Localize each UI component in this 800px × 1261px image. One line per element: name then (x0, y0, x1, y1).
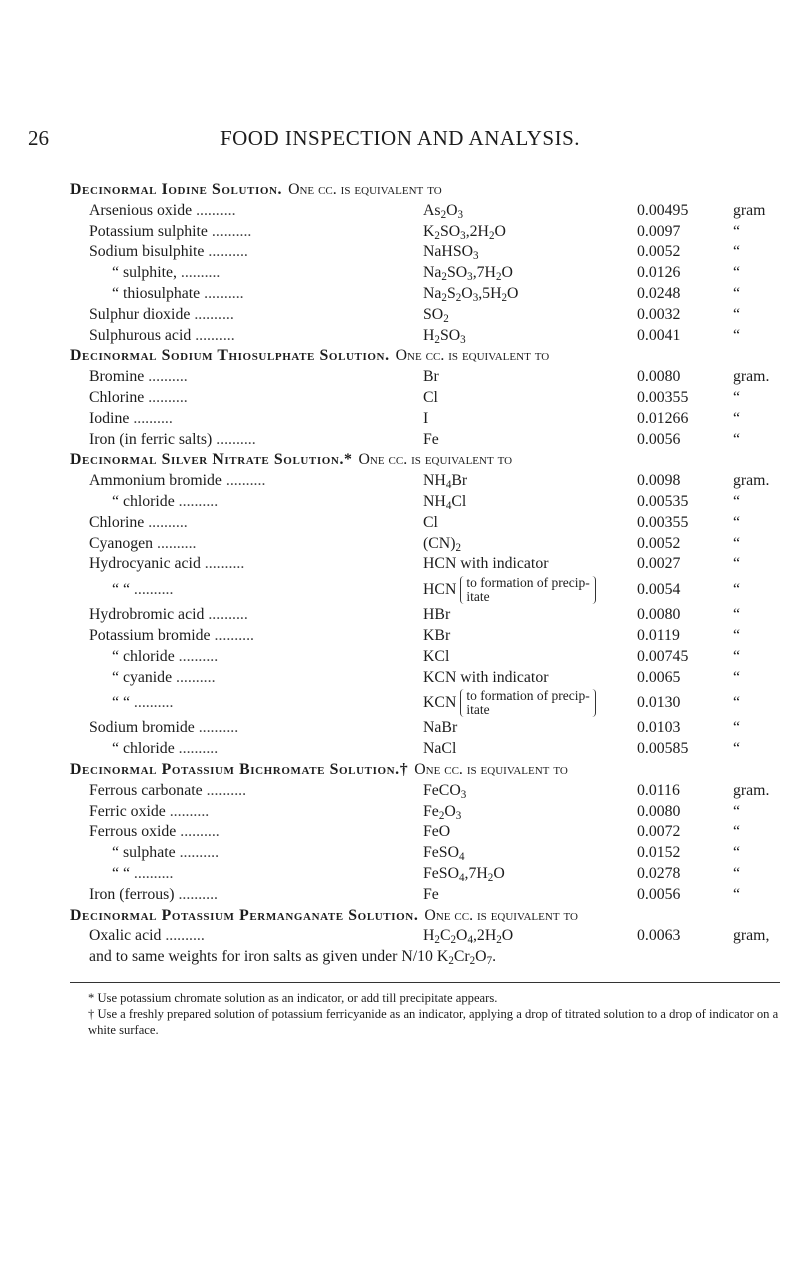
substance-name: “ “ .......... (112, 581, 174, 599)
substance-name: “ thiosulphate .......... (112, 284, 244, 302)
substance-name: “ “ .......... (112, 864, 174, 882)
formula: HCN with indicator (423, 555, 549, 573)
table-row (70, 471, 780, 492)
substance-name: “ cyanide .......... (112, 668, 216, 686)
leader-dots: .......... (216, 430, 256, 448)
leader-dots: .......... (178, 740, 219, 758)
substance-name: Chlorine .......... (89, 513, 188, 531)
brace-line: itate (466, 702, 490, 718)
unit-label: “ (733, 864, 741, 882)
section-intro: One cc. is equivalent to (395, 347, 550, 365)
section-intro: One cc. is equivalent to (358, 451, 513, 469)
substance-name: Ferrous carbonate .......... (89, 781, 247, 799)
equivalent-value: 0.00355 (637, 388, 689, 406)
equivalent-value: 0.0103 (637, 719, 681, 737)
substance-name: Chlorine .......... (89, 388, 188, 406)
substance-name: Bromine .......... (89, 368, 188, 386)
leader-dots: .......... (206, 781, 247, 799)
formula: FeCO$_3$ (423, 781, 467, 801)
section-intro: One cc. is equivalent to (424, 906, 578, 924)
equivalents-table (70, 180, 780, 968)
table-row (70, 492, 780, 513)
unit-label: “ (733, 513, 741, 531)
formula: Fe (423, 885, 439, 903)
substance-name: Iodine .......... (89, 409, 173, 427)
equivalent-value: 0.0052 (637, 534, 681, 552)
substance-name: Potassium sulphite .......... (89, 222, 252, 240)
substance-name: Hydrobromic acid .......... (89, 606, 248, 624)
substance-name: “ chloride .......... (112, 647, 219, 665)
running-head: FOOD INSPECTION AND ANALYSIS. (219, 126, 581, 150)
leader-dots: .......... (180, 264, 221, 282)
table-row (70, 367, 780, 388)
formula-brace (423, 688, 596, 718)
leader-dots: .......... (176, 668, 216, 686)
equivalent-value: 0.0063 (637, 927, 681, 945)
equivalent-value: 0.0130 (637, 694, 681, 712)
equivalent-value: 0.00495 (637, 201, 689, 219)
table-row (70, 242, 780, 263)
table-row (70, 626, 780, 647)
footnote-dagger: † Use a freshly prepared solution of potassium ferricyanide as an indicator, applying a drop of titrated solution to a drop of indicator on a white surface. (88, 1007, 779, 1037)
section-heading (70, 906, 780, 927)
equivalent-value: 0.0116 (637, 781, 680, 799)
substance-name: Hydrocyanic acid .......... (89, 555, 245, 573)
section-heading (70, 346, 780, 367)
equivalent-value: 0.00585 (637, 740, 689, 758)
leader-dots: .......... (178, 492, 219, 510)
unit-label: “ (733, 802, 741, 820)
unit-label: “ (733, 555, 741, 573)
section-heading (70, 180, 780, 201)
unit-label: “ (733, 823, 741, 841)
equivalent-value: 0.0080 (637, 368, 681, 386)
leader-dots: .......... (211, 222, 252, 240)
leader-dots: .......... (148, 513, 188, 531)
unit-label: “ (733, 284, 741, 302)
section-title: Decinormal Silver Nitrate Solution.* (70, 451, 353, 469)
formula: I (423, 409, 429, 427)
formula: Fe (423, 430, 439, 448)
formula: NaBr (423, 719, 458, 737)
leader-dots: .......... (180, 823, 220, 841)
equivalent-value: 0.0065 (637, 668, 681, 686)
equivalent-value: 0.00745 (637, 647, 689, 665)
formula: $SO_2$ (423, 305, 449, 325)
substance-name: Ferric oxide .......... (89, 802, 210, 820)
section-title: Decinormal Iodine Solution. (70, 181, 283, 198)
unit-label: “ (733, 222, 741, 240)
equivalent-value: 0.0278 (637, 864, 681, 882)
unit-label: gram. (733, 781, 770, 799)
table-row (70, 201, 780, 222)
substance-name: Ferrous oxide .......... (89, 823, 220, 841)
formula: HCN (423, 580, 457, 598)
substance-name: “ sulphate .......... (112, 844, 220, 862)
substance-name: Potassium bromide .......... (89, 626, 254, 644)
formula: $NH_4Cl$ (423, 492, 467, 512)
table-row (70, 843, 780, 864)
substance-name: “ “ .......... (112, 694, 174, 712)
brace-note (460, 576, 595, 604)
leader-dots: .......... (225, 472, 266, 490)
table-row (70, 647, 780, 668)
substance-name: Sodium bisulphite .......... (89, 243, 248, 261)
unit-label: “ (733, 844, 741, 862)
brace-note (460, 689, 595, 717)
substance-name: Ammonium bromide .......... (89, 472, 266, 490)
table-row (70, 409, 780, 430)
section-title: Decinormal Potassium Bichromate Solution.† (70, 760, 409, 778)
leader-dots: .......... (195, 326, 235, 344)
equivalent-value: 0.0027 (637, 555, 681, 573)
formula: Cl (423, 388, 438, 406)
page-header (0, 126, 800, 156)
unit-label: “ (733, 719, 741, 737)
section-title: Decinormal Sodium Thiosulphate Solution. (70, 347, 390, 365)
unit-label: gram. (733, 368, 770, 386)
formula: NaHSO$_3$ (423, 243, 479, 263)
continuation-text: and to same weights for iron salts as given under N/10 $K_2Cr_2O_7$. (89, 948, 497, 967)
table-row (70, 430, 780, 451)
equivalent-value: 0.0098 (637, 472, 681, 490)
unit-label: “ (733, 388, 741, 406)
table-row (70, 388, 780, 409)
formula: KBr (423, 626, 451, 644)
leader-dots: .......... (214, 626, 254, 644)
formula: $Fe_2O_3$ (423, 802, 462, 822)
table-row (70, 718, 780, 739)
equivalent-value: 0.0052 (637, 243, 681, 261)
substance-name: “ chloride .......... (112, 492, 219, 510)
table-row (70, 864, 780, 885)
formula: FeSO$_4$ (423, 844, 465, 863)
leader-dots: .......... (165, 927, 205, 945)
equivalent-value: 0.0041 (637, 326, 681, 344)
leader-dots: .......... (169, 802, 210, 820)
unit-label: gram (733, 201, 766, 219)
footnote-rule (70, 982, 780, 983)
substance-name: Cyanogen .......... (89, 534, 197, 552)
equivalent-value: 0.0056 (637, 430, 681, 448)
leader-dots: .......... (178, 885, 218, 903)
formula: $(CN)_2$ (423, 534, 461, 554)
unit-label: gram, (733, 927, 770, 945)
table-row (70, 739, 780, 760)
table-row (70, 781, 780, 802)
unit-label: “ (733, 264, 741, 282)
substance-name: Arsenious oxide .......... (89, 201, 236, 219)
formula: KCN (423, 693, 457, 711)
leader-dots: .......... (204, 284, 244, 302)
equivalent-value: 0.0072 (637, 823, 681, 841)
table-row (70, 554, 780, 575)
formula: $NH_4Br$ (423, 472, 468, 491)
leader-dots: .......... (194, 305, 234, 323)
formula: $FeSO_4,7H_2O$ (423, 864, 505, 884)
leader-dots: .......... (198, 719, 239, 737)
unit-label: “ (733, 492, 741, 510)
formula-brace (423, 575, 596, 605)
unit-label: “ (733, 606, 741, 624)
table-row (70, 513, 780, 534)
section-intro: One cc. is equivalent to (414, 760, 568, 778)
leader-dots: .......... (196, 201, 236, 219)
equivalent-value: 0.0080 (637, 802, 681, 820)
formula: $H_2SO_3$ (423, 326, 466, 346)
leader-dots: .......... (208, 243, 248, 261)
footnotes (70, 990, 785, 1038)
formula: HBr (423, 606, 451, 624)
equivalent-value: 0.0152 (637, 844, 681, 862)
brace-line: to formation of precip- (466, 688, 590, 704)
formula: KCN with indicator (423, 668, 549, 686)
unit-label: “ (733, 626, 741, 644)
unit-label: “ (733, 409, 741, 427)
unit-label: gram. (733, 472, 770, 490)
formula: Br (423, 368, 439, 386)
unit-label: “ (733, 326, 741, 344)
table-row (70, 926, 780, 947)
equivalent-value: 0.0054 (637, 581, 681, 599)
substance-name: Sulphurous acid .......... (89, 326, 235, 344)
unit-label: “ (733, 668, 741, 686)
equivalent-value: 0.0097 (637, 222, 681, 240)
leader-dots: .......... (157, 534, 197, 552)
table-row (70, 222, 780, 243)
substance-name: “ chloride .......... (112, 740, 219, 758)
page-number: 26 (28, 126, 49, 150)
section-intro: One cc. is equivalent to (288, 181, 442, 198)
unit-label: “ (733, 430, 741, 448)
formula: $Na_2SO_3,7H_2O$ (423, 264, 513, 283)
formula: $K_2SO_3,2H_2O$ (423, 222, 506, 242)
substance-name: Iron (in ferric salts) .......... (89, 430, 256, 448)
leader-dots: .......... (133, 409, 173, 427)
leader-dots: .......... (148, 368, 188, 386)
table-row (70, 802, 780, 823)
section-heading (70, 760, 780, 781)
formula: $H_2C_2O_4,2H_2O$ (423, 927, 514, 947)
substance-name: Sodium bromide .......... (89, 719, 239, 737)
section-heading (70, 450, 780, 471)
equivalent-value: 0.0126 (637, 264, 681, 282)
unit-label: “ (733, 647, 741, 665)
table-row (70, 885, 780, 906)
leader-dots: .......... (133, 694, 174, 712)
substance-name: Oxalic acid .......... (89, 927, 205, 945)
equivalent-value: 0.0032 (637, 305, 681, 323)
equivalent-value: 0.0119 (637, 626, 680, 644)
table-row (70, 668, 780, 689)
unit-label: “ (733, 581, 741, 599)
leader-dots: .......... (133, 581, 174, 599)
formula: $As_2O_3$ (423, 201, 464, 221)
equivalent-value: 0.00535 (637, 492, 689, 510)
footnote-asterisk: * Use potassium chromate solution as an indicator, or add till precipitate appears. (88, 991, 498, 1005)
equivalent-value: 0.0056 (637, 885, 681, 903)
table-row (70, 263, 780, 284)
unit-label: “ (733, 740, 741, 758)
unit-label: “ (733, 694, 741, 712)
substance-name: Sulphur dioxide .......... (89, 305, 234, 323)
leader-dots: .......... (178, 647, 219, 665)
table-row (70, 688, 780, 718)
unit-label: “ (733, 885, 741, 903)
leader-dots: .......... (208, 606, 248, 624)
leader-dots: .......... (133, 864, 174, 882)
formula: FeO (423, 823, 451, 841)
substance-name: “ sulphite, .......... (112, 264, 221, 282)
formula: $Na_2S_2O_3,5H_2O$ (423, 284, 519, 304)
table-row (70, 822, 780, 843)
table-row (70, 326, 780, 347)
formula: KCl (423, 647, 450, 665)
leader-dots: .......... (148, 388, 188, 406)
leader-dots: .......... (204, 555, 245, 573)
unit-label: “ (733, 243, 741, 261)
equivalent-value: 0.0080 (637, 606, 681, 624)
unit-label: “ (733, 534, 741, 552)
formula: Cl (423, 513, 438, 531)
brace-line: to formation of precip- (466, 575, 590, 591)
substance-name: Iron (ferrous) .......... (89, 885, 218, 903)
equivalent-value: 0.01266 (637, 409, 689, 427)
section-title: Decinormal Potassium Permanganate Solution. (70, 906, 419, 924)
equivalent-value: 0.0248 (637, 284, 681, 302)
brace-line: itate (466, 589, 490, 605)
table-row (70, 605, 780, 626)
table-row (70, 284, 780, 305)
table-row (70, 575, 780, 605)
table-row (70, 534, 780, 555)
unit-label: “ (733, 305, 741, 323)
formula: NaCl (423, 740, 457, 758)
equivalent-value: 0.00355 (637, 513, 689, 531)
table-row (70, 305, 780, 326)
leader-dots: .......... (179, 844, 220, 862)
